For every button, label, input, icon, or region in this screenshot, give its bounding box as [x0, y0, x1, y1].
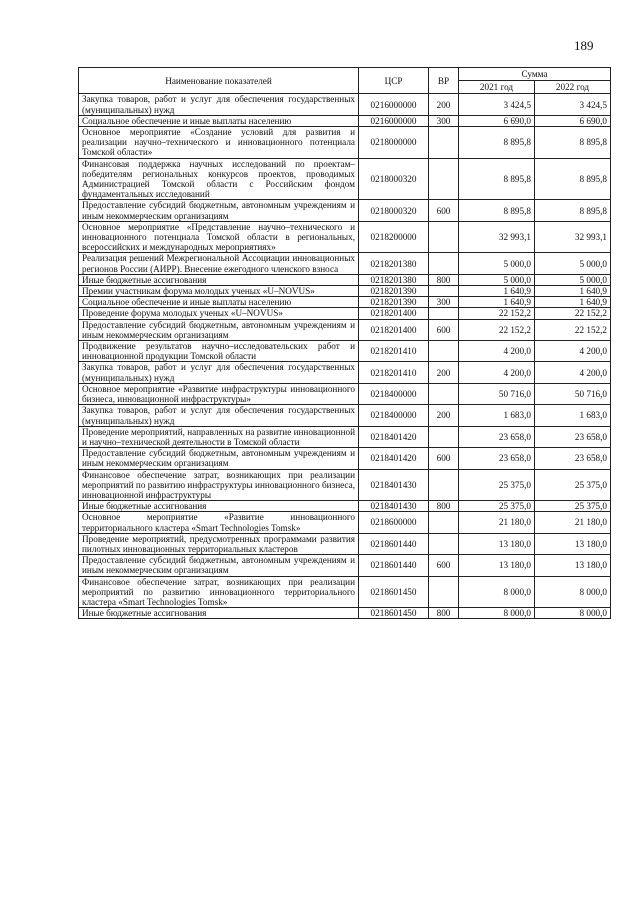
row-value-2021: 4 200,0: [459, 362, 535, 383]
row-value-2021: 13 180,0: [459, 555, 535, 576]
row-value-2022: 22 152,2: [535, 308, 611, 319]
row-csr: 0218601440: [359, 533, 429, 554]
row-csr: 0218201380: [359, 253, 429, 274]
row-csr: 0218201400: [359, 319, 429, 340]
row-value-2022: 6 690,0: [535, 115, 611, 126]
header-year-2022: 2022 год: [535, 81, 611, 94]
row-name: Предоставление субсидий бюджетным, автономным учреждениям и иным некоммерческим организациям: [79, 319, 359, 340]
row-value-2021: 25 375,0: [459, 501, 535, 512]
row-vr: 800: [429, 274, 459, 285]
row-value-2022: 1 683,0: [535, 405, 611, 426]
row-vr: 300: [429, 115, 459, 126]
row-csr: 0218401420: [359, 426, 429, 447]
row-csr: 0218201380: [359, 274, 429, 285]
row-csr: 0218401430: [359, 501, 429, 512]
row-csr: 0218201390: [359, 297, 429, 308]
row-value-2021: 6 690,0: [459, 115, 535, 126]
row-vr: [429, 512, 459, 533]
table-row: [79, 297, 611, 308]
header-csr: ЦСР: [359, 68, 429, 94]
row-name: Финансовая поддержка научных исследований по проектам–победителям региональных конкурсов проектов, проводимых Администрацией Томской области с Российским фондом фундаментальных исследований: [79, 158, 359, 200]
row-name: Реализация решений Межрегиональной Ассоциации инновационных регионов России (АИРР). Внесение ежегодного членского взноса: [79, 253, 359, 274]
row-value-2022: 5 000,0: [535, 274, 611, 285]
row-value-2021: 50 716,0: [459, 383, 535, 404]
row-name: Основное мероприятие «Развитие инфраструктуры инновационного бизнеса, инновационной инфраструктуры»: [79, 383, 359, 404]
table-row: [79, 576, 611, 608]
row-value-2021: 3 424,5: [459, 94, 535, 115]
row-value-2022: 22 152,2: [535, 319, 611, 340]
row-csr: 0218201410: [359, 341, 429, 362]
row-csr: 0218000000: [359, 127, 429, 159]
row-vr: [429, 576, 459, 608]
row-csr: 0218401430: [359, 469, 429, 501]
table-row: [79, 319, 611, 340]
page-number: 189: [574, 38, 594, 53]
row-csr: 0216000000: [359, 94, 429, 115]
row-vr: 200: [429, 405, 459, 426]
row-vr: [429, 286, 459, 297]
row-vr: 200: [429, 94, 459, 115]
row-value-2021: 25 375,0: [459, 469, 535, 501]
row-value-2022: 4 200,0: [535, 362, 611, 383]
row-name: Проведение форума молодых ученых «U–NOVUS»: [79, 308, 359, 319]
row-value-2021: 23 658,0: [459, 448, 535, 469]
row-value-2022: 4 200,0: [535, 341, 611, 362]
row-vr: [429, 341, 459, 362]
table-row: [79, 221, 611, 253]
row-name: Проведение мероприятий, предусмотренных программами развития пилотных инновационных территориальных кластеров: [79, 533, 359, 554]
row-name: Социальное обеспечение и иные выплаты населению: [79, 297, 359, 308]
row-value-2022: 8 000,0: [535, 608, 611, 619]
row-vr: 800: [429, 608, 459, 619]
row-csr: 0218601450: [359, 608, 429, 619]
row-value-2022: 13 180,0: [535, 533, 611, 554]
row-vr: 800: [429, 501, 459, 512]
row-value-2022: 8 000,0: [535, 576, 611, 608]
row-value-2021: 22 152,2: [459, 319, 535, 340]
table-row: [79, 274, 611, 285]
table-row: [79, 341, 611, 362]
row-csr: 0218201400: [359, 308, 429, 319]
row-csr: 0218401420: [359, 448, 429, 469]
row-value-2021: 5 000,0: [459, 274, 535, 285]
row-value-2022: 5 000,0: [535, 253, 611, 274]
header-name: Наименование показателей: [79, 68, 359, 94]
table-row: [79, 512, 611, 533]
table-row: [79, 405, 611, 426]
row-name: Продвижение результатов научно–исследовательских работ и инновационной продукции Томской области: [79, 341, 359, 362]
row-csr: 0218201390: [359, 286, 429, 297]
row-vr: [429, 383, 459, 404]
row-vr: [429, 127, 459, 159]
row-name: Закупка товаров, работ и услуг для обеспечения государственных (муниципальных) нужд: [79, 94, 359, 115]
row-value-2021: 21 180,0: [459, 512, 535, 533]
table-row: [79, 501, 611, 512]
row-name: Финансовое обеспечение затрат, возникающих при реализации мероприятий по развитию инновационного территориального кластера «Smart Technologies Tomsk»: [79, 576, 359, 608]
budget-table: [78, 67, 611, 619]
row-value-2021: 4 200,0: [459, 341, 535, 362]
row-name: Премии участникам форума молодых ученых «U–NOVUS»: [79, 286, 359, 297]
row-csr: 0218000320: [359, 200, 429, 221]
row-value-2021: 13 180,0: [459, 533, 535, 554]
row-value-2021: 1 683,0: [459, 405, 535, 426]
table-row: [79, 158, 611, 200]
row-value-2022: 21 180,0: [535, 512, 611, 533]
row-value-2021: 8 895,8: [459, 127, 535, 159]
table-row: [79, 286, 611, 297]
row-name: Иные бюджетные ассигнования: [79, 608, 359, 619]
row-vr: 600: [429, 319, 459, 340]
row-name: Закупка товаров, работ и услуг для обеспечения государственных (муниципальных) нужд: [79, 405, 359, 426]
table-row: [79, 127, 611, 159]
row-value-2022: 13 180,0: [535, 555, 611, 576]
header-sum: Сумма: [459, 68, 611, 81]
row-csr: 0218601450: [359, 576, 429, 608]
row-name: Основное мероприятие «Представление научно–технического и инновационного потенциала Томской области в региональных, всероссийских и международных мероприятиях»: [79, 221, 359, 253]
row-value-2022: 23 658,0: [535, 448, 611, 469]
row-value-2021: 8 000,0: [459, 576, 535, 608]
row-value-2021: 8 895,8: [459, 200, 535, 221]
row-name: Финансовое обеспечение затрат, возникающих при реализации мероприятий по развитию инфраструктуры инновационного бизнеса, инновационной инфраструктуры: [79, 469, 359, 501]
table-row: [79, 448, 611, 469]
row-csr: 0218600000: [359, 512, 429, 533]
table-row: [79, 608, 611, 619]
row-csr: 0218201410: [359, 362, 429, 383]
header-year-2021: 2021 год: [459, 81, 535, 94]
table-row: [79, 362, 611, 383]
table-row: [79, 383, 611, 404]
row-value-2022: 3 424,5: [535, 94, 611, 115]
row-value-2021: 1 640,9: [459, 297, 535, 308]
row-value-2021: 32 993,1: [459, 221, 535, 253]
row-csr: 0216000000: [359, 115, 429, 126]
table-row: [79, 200, 611, 221]
row-csr: 0218000320: [359, 158, 429, 200]
row-value-2022: 25 375,0: [535, 501, 611, 512]
row-value-2022: 1 640,9: [535, 286, 611, 297]
row-name: Проведение мероприятий, направленных на развитие инновационной и научно–технической деятельности в Томской области: [79, 426, 359, 447]
row-name: Основное мероприятие «Развитие инновационного территориального кластера «Smart Technologies Tomsk»: [79, 512, 359, 533]
row-value-2021: 23 658,0: [459, 426, 535, 447]
row-name: Социальное обеспечение и иные выплаты населению: [79, 115, 359, 126]
table-row: [79, 94, 611, 115]
table-row: [79, 469, 611, 501]
row-name: Предоставление субсидий бюджетным, автономным учреждениям и иным некоммерческим организациям: [79, 448, 359, 469]
row-vr: 600: [429, 448, 459, 469]
table-row: [79, 426, 611, 447]
row-name: Иные бюджетные ассигнования: [79, 501, 359, 512]
row-name: Предоставление субсидий бюджетным, автономным учреждениям и иным некоммерческим организациям: [79, 200, 359, 221]
row-vr: [429, 221, 459, 253]
row-csr: 0218601440: [359, 555, 429, 576]
table-header: [79, 68, 611, 94]
row-vr: [429, 426, 459, 447]
row-value-2022: 8 895,8: [535, 200, 611, 221]
table-row: [79, 555, 611, 576]
row-vr: [429, 253, 459, 274]
row-name: Основное мероприятие «Создание условий для развития и реализации научно–технического и инновационного потенциала Томской области»: [79, 127, 359, 159]
row-value-2022: 32 993,1: [535, 221, 611, 253]
row-value-2022: 50 716,0: [535, 383, 611, 404]
table-row: [79, 253, 611, 274]
row-value-2021: 8 000,0: [459, 608, 535, 619]
row-vr: 600: [429, 200, 459, 221]
row-vr: [429, 308, 459, 319]
row-csr: 0218200000: [359, 221, 429, 253]
row-value-2021: 1 640,9: [459, 286, 535, 297]
row-vr: [429, 469, 459, 501]
row-vr: 300: [429, 297, 459, 308]
row-csr: 0218400000: [359, 405, 429, 426]
row-value-2021: 22 152,2: [459, 308, 535, 319]
row-value-2021: 5 000,0: [459, 253, 535, 274]
table-row: [79, 533, 611, 554]
row-name: Иные бюджетные ассигнования: [79, 274, 359, 285]
row-name: Закупка товаров, работ и услуг для обеспечения государственных (муниципальных) нужд: [79, 362, 359, 383]
row-vr: [429, 158, 459, 200]
row-value-2022: 1 640,9: [535, 297, 611, 308]
row-value-2021: 8 895,8: [459, 158, 535, 200]
row-name: Предоставление субсидий бюджетным, автономным учреждениям и иным некоммерческим организациям: [79, 555, 359, 576]
header-vr: ВР: [429, 68, 459, 94]
row-csr: 0218400000: [359, 383, 429, 404]
row-value-2022: 8 895,8: [535, 158, 611, 200]
table-row: [79, 308, 611, 319]
table-body: [79, 94, 611, 619]
row-vr: 600: [429, 555, 459, 576]
row-value-2022: 23 658,0: [535, 426, 611, 447]
row-vr: [429, 533, 459, 554]
row-value-2022: 25 375,0: [535, 469, 611, 501]
table-row: [79, 115, 611, 126]
row-value-2022: 8 895,8: [535, 127, 611, 159]
row-vr: 200: [429, 362, 459, 383]
